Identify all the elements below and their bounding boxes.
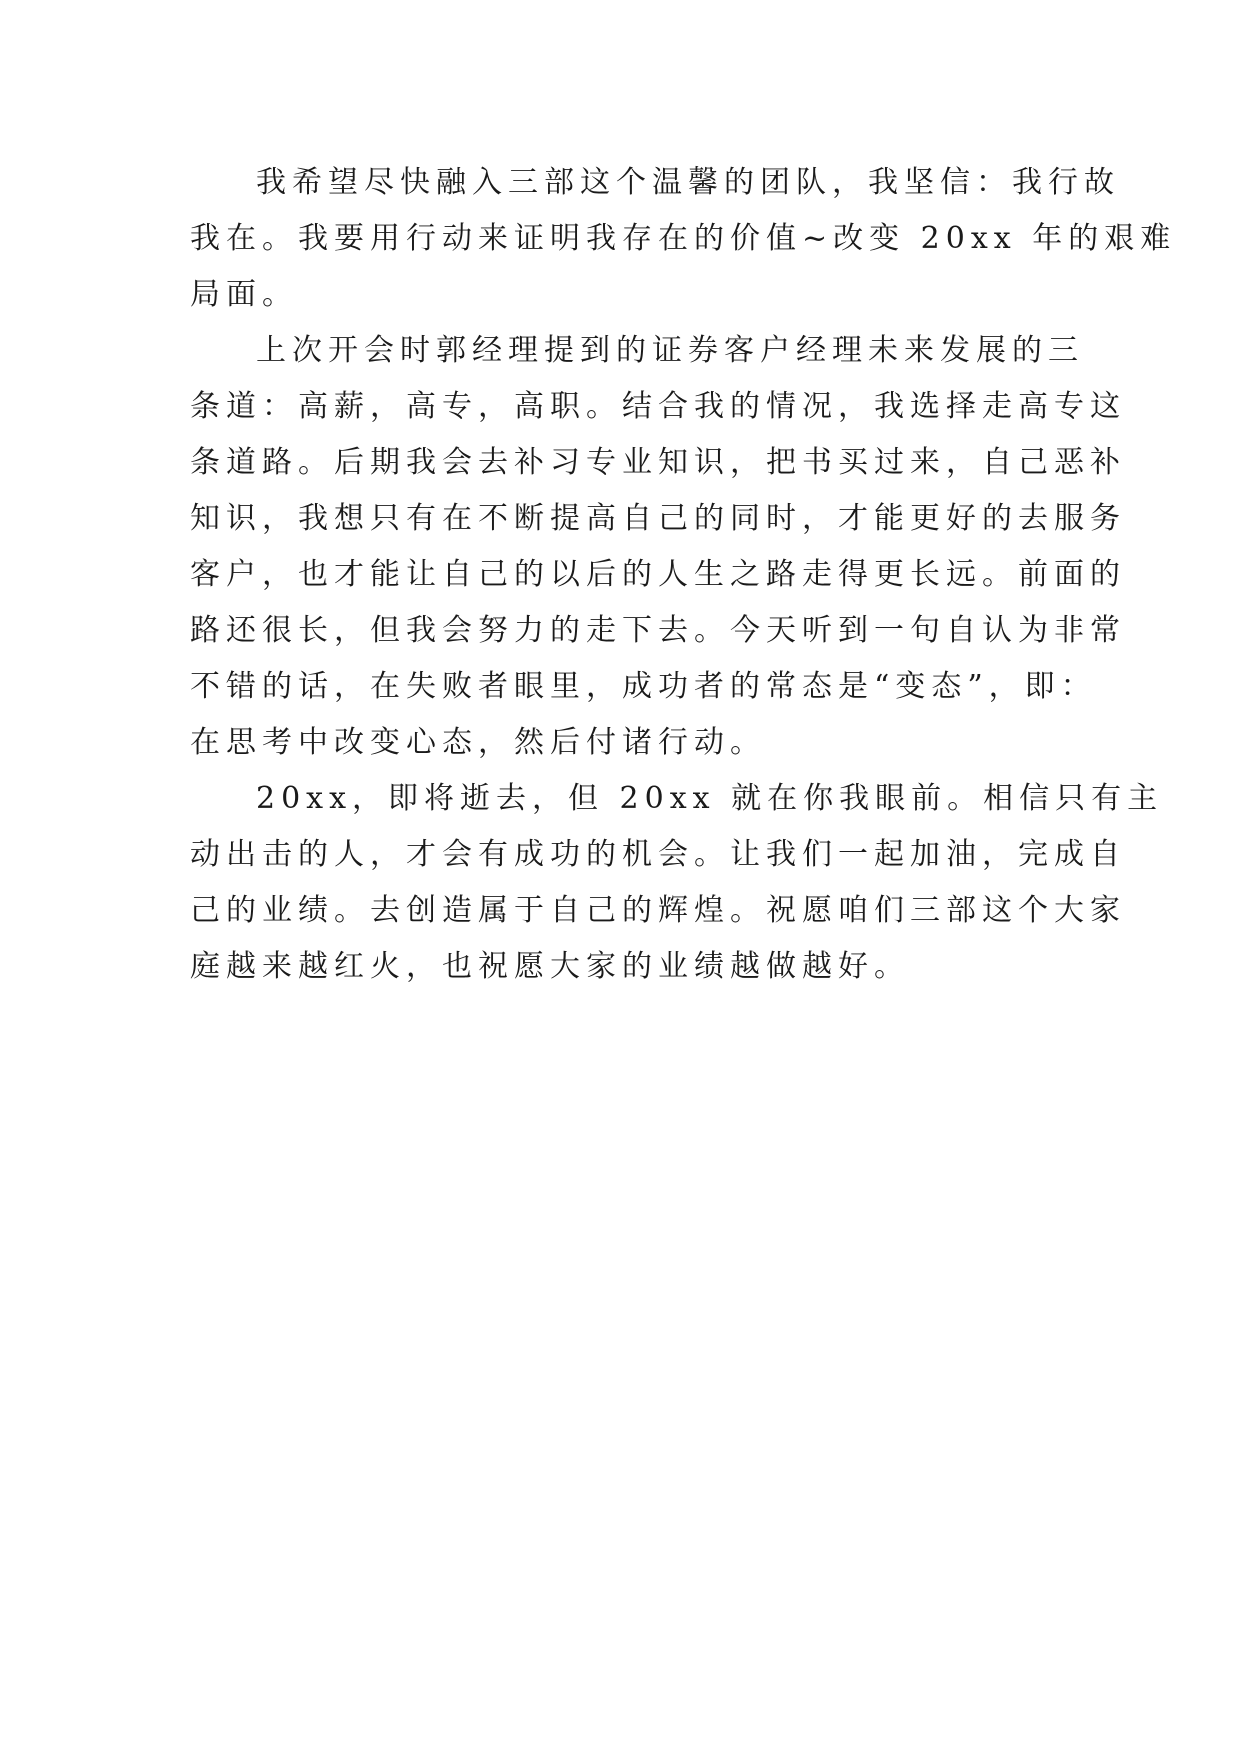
paragraph-line: 动出击的人，才会有成功的机会。让我们一起加油，完成自 [190, 837, 1126, 872]
paragraph-line: 我希望尽快融入三部这个温馨的团队，我坚信：我行故 [256, 165, 1120, 200]
paragraph-line: 路还很长，但我会努力的走下去。今天听到一句自认为非常 [190, 613, 1126, 648]
paragraph-line: 条道路。后期我会去补习专业知识，把书买过来，自己恶补 [190, 445, 1126, 480]
paragraph-line: 20xx，即将逝去，但 20xx 就在你我眼前。相信只有主 [256, 781, 1164, 816]
paragraph-line: 庭越来越红火，也祝愿大家的业绩越做越好。 [190, 949, 910, 984]
paragraph-1 [190, 155, 1177, 323]
paragraph-line: 局面。 [190, 277, 298, 312]
paragraph-line: 上次开会时郭经理提到的证券客户经理未来发展的三 [256, 333, 1084, 368]
paragraph-2 [190, 323, 1126, 771]
paragraph-line: 不错的话，在失败者眼里，成功者的常态是“变态”，即： [190, 669, 1097, 704]
paragraph-line: 条道：高薪，高专，高职。结合我的情况，我选择走高专这 [190, 389, 1126, 424]
document-body [190, 155, 1177, 995]
paragraph-3 [190, 771, 1164, 995]
paragraph-line: 客户，也才能让自己的以后的人生之路走得更长远。前面的 [190, 557, 1126, 592]
paragraph-line: 己的业绩。去创造属于自己的辉煌。祝愿咱们三部这个大家 [190, 893, 1126, 928]
paragraph-line: 知识，我想只有在不断提高自己的同时，才能更好的去服务 [190, 501, 1126, 536]
paragraph-line: 我在。我要用行动来证明我存在的价值~改变 20xx 年的艰难 [190, 221, 1177, 256]
paragraph-line: 在思考中改变心态，然后付诸行动。 [190, 725, 766, 760]
